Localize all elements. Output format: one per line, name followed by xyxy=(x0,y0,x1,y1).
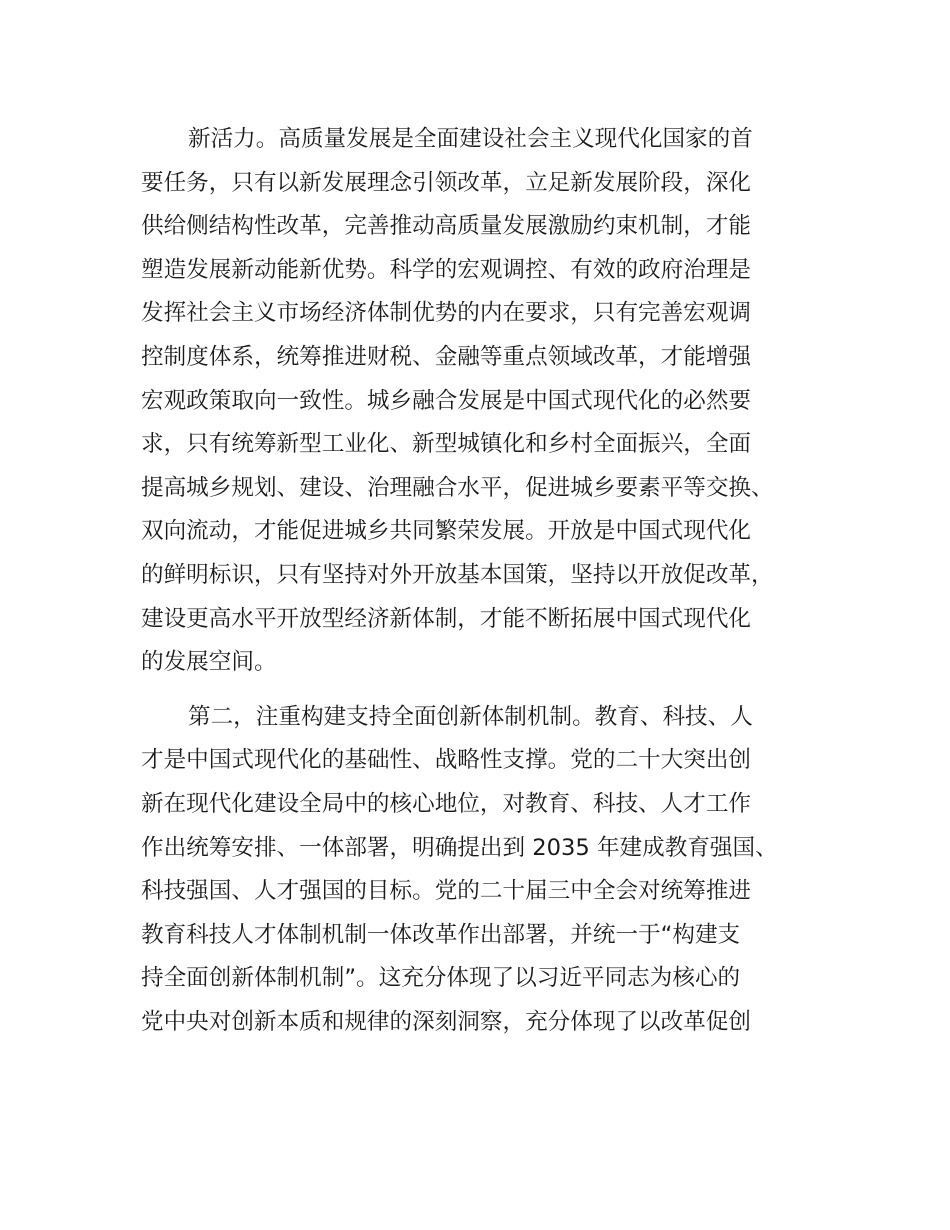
text-line: 党中央对创新本质和规律的深刻洞察，充分体现了以改革促创 xyxy=(141,1008,752,1035)
text-line: 的鲜明标识，只有坚持对外开放基本国策，坚持以开放促改革， xyxy=(141,561,774,588)
text-line: 求，只有统筹新型工业化、新型城镇化和乡村全面振兴，全面 xyxy=(141,431,752,458)
text-line: 才是中国式现代化的基础性、战略性支撑。党的二十大突出创 xyxy=(141,747,752,774)
text-line: 教育科技人才体制机制一体改革作出部署，并统一于“构建支 xyxy=(141,921,741,948)
text-line: 控制度体系，统筹推进财税、金融等重点领域改革，才能增强 xyxy=(141,343,752,370)
text-line: 建设更高水平开放型经济新体制，才能不断拓展中国式现代化 xyxy=(141,605,752,632)
text-line: 新活力。高质量发展是全面建设社会主义现代化国家的首 xyxy=(188,126,753,152)
text-line: 持全面创新体制机制”。这充分体现了以习近平同志为核心的 xyxy=(141,965,741,992)
text-line: 塑造发展新动能新优势。科学的宏观调控、有效的政府治理是 xyxy=(141,256,752,283)
document-page xyxy=(141,118,831,1044)
text-line: 科技强国、人才强国的目标。党的二十届三中全会对统筹推进 xyxy=(141,878,752,905)
text-line: 发挥社会主义市场经济体制优势的内在要求，只有完善宏观调 xyxy=(141,300,752,327)
text-line: 供给侧结构性改革，完善推动高质量发展激励约束机制，才能 xyxy=(141,213,752,240)
text-line: 新在现代化建设全局中的核心地位，对教育、科技、人才工作 xyxy=(141,790,752,817)
text-line: 宏观政策取向一致性。城乡融合发展是中国式现代化的必然要 xyxy=(141,387,752,414)
text-line: 双向流动，才能促进城乡共同繁荣发展。开放是中国式现代化 xyxy=(141,518,752,545)
text-line: 要任务，只有以新发展理念引领改革，立足新发展阶段，深化 xyxy=(141,169,752,196)
text-line: 提高城乡规划、建设、治理融合水平，促进城乡要素平等交换、 xyxy=(141,474,774,501)
text-line: 第二，注重构建支持全面创新体制机制。教育、科技、人 xyxy=(188,703,753,730)
text-line: 的发展空间。 xyxy=(141,649,277,676)
text-line: 作出统筹安排、一体部署，明确提出到 2035 年建成教育强国、 xyxy=(141,834,778,861)
paragraph-1 xyxy=(141,118,831,685)
paragraph-2 xyxy=(141,696,831,1045)
